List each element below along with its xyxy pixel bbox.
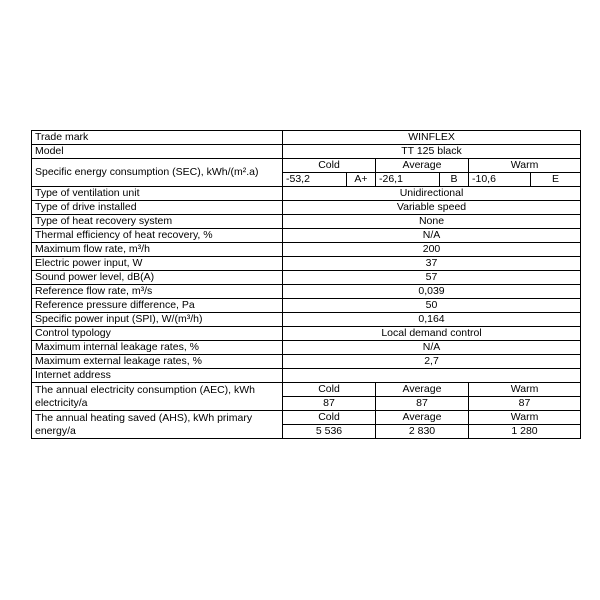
climate-header-warm: Warm xyxy=(469,159,581,173)
row-label: Specific energy consumption (SEC), kWh/(m².a) xyxy=(32,159,283,187)
row-label: Model xyxy=(32,145,283,159)
table-row xyxy=(32,313,581,327)
table-row xyxy=(32,411,581,425)
row-value: WINFLEX xyxy=(283,131,581,145)
table-row xyxy=(32,341,581,355)
table-row xyxy=(32,257,581,271)
climate-header-average: Average xyxy=(376,159,469,173)
climate-header-cold: Cold xyxy=(283,411,376,425)
row-label: Maximum external leakage rates, % xyxy=(32,355,283,369)
climate-header-average: Average xyxy=(376,411,469,425)
sec-class-cold: A+ xyxy=(347,173,376,187)
erp-data-sheet xyxy=(31,130,581,439)
row-label: Control typology xyxy=(32,327,283,341)
row-label: Sound power level, dB(A) xyxy=(32,271,283,285)
table-row xyxy=(32,131,581,145)
row-label: Type of heat recovery system xyxy=(32,215,283,229)
row-value: TT 125 black xyxy=(283,145,581,159)
row-value: 0,164 xyxy=(283,313,581,327)
row-value xyxy=(283,369,581,383)
table-row xyxy=(32,229,581,243)
row-value: None xyxy=(283,215,581,229)
table-row xyxy=(32,355,581,369)
row-label: Type of ventilation unit xyxy=(32,187,283,201)
row-value: 50 xyxy=(283,299,581,313)
row-value: Variable speed xyxy=(283,201,581,215)
row-value: N/A xyxy=(283,229,581,243)
climate-header-cold: Cold xyxy=(283,383,376,397)
ahs-value-warm: 1 280 xyxy=(469,425,581,439)
ahs-value-average: 2 830 xyxy=(376,425,469,439)
row-value: Local demand control xyxy=(283,327,581,341)
table-row xyxy=(32,327,581,341)
table-row xyxy=(32,369,581,383)
row-label: Type of drive installed xyxy=(32,201,283,215)
table-row xyxy=(32,271,581,285)
row-label: Maximum flow rate, m³/h xyxy=(32,243,283,257)
product-fiche-table xyxy=(31,130,581,439)
row-value: 200 xyxy=(283,243,581,257)
table-row xyxy=(32,159,581,173)
row-label: Reference flow rate, m³/s xyxy=(32,285,283,299)
row-label: Reference pressure difference, Pa xyxy=(32,299,283,313)
table-row xyxy=(32,243,581,257)
sec-class-warm: E xyxy=(531,173,581,187)
climate-header-warm: Warm xyxy=(469,383,581,397)
table-row xyxy=(32,145,581,159)
sec-value-cold: -53,2 xyxy=(283,173,347,187)
ahs-value-cold: 5 536 xyxy=(283,425,376,439)
row-label: The annual electricity consumption (AEC), kWh electricity/a xyxy=(32,383,283,411)
table-row xyxy=(32,201,581,215)
table-row xyxy=(32,285,581,299)
row-label: Electric power input, W xyxy=(32,257,283,271)
row-value: N/A xyxy=(283,341,581,355)
row-value: 2,7 xyxy=(283,355,581,369)
row-label: Maximum internal leakage rates, % xyxy=(32,341,283,355)
sec-value-average: -26,1 xyxy=(376,173,440,187)
row-value: 37 xyxy=(283,257,581,271)
aec-value-warm: 87 xyxy=(469,397,581,411)
table-row xyxy=(32,383,581,397)
row-label: Internet address xyxy=(32,369,283,383)
row-value: 57 xyxy=(283,271,581,285)
sec-value-warm: -10,6 xyxy=(469,173,531,187)
row-label: Thermal efficiency of heat recovery, % xyxy=(32,229,283,243)
row-value: Unidirectional xyxy=(283,187,581,201)
row-value: 0,039 xyxy=(283,285,581,299)
row-label: The annual heating saved (AHS), kWh primary energy/a xyxy=(32,411,283,439)
table-row xyxy=(32,215,581,229)
aec-value-cold: 87 xyxy=(283,397,376,411)
climate-header-average: Average xyxy=(376,383,469,397)
table-row xyxy=(32,299,581,313)
aec-value-average: 87 xyxy=(376,397,469,411)
climate-header-warm: Warm xyxy=(469,411,581,425)
row-label: Trade mark xyxy=(32,131,283,145)
sec-class-average: B xyxy=(440,173,469,187)
table-row xyxy=(32,187,581,201)
climate-header-cold: Cold xyxy=(283,159,376,173)
row-label: Specific power input (SPI), W/(m³/h) xyxy=(32,313,283,327)
